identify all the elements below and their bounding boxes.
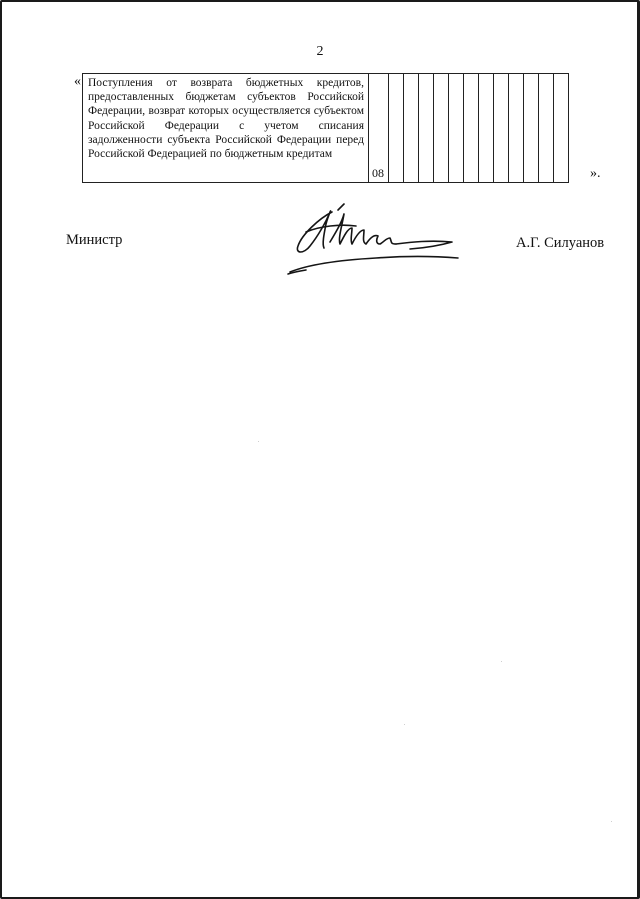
- scan-speck: [611, 821, 612, 822]
- empty-code-cell: [494, 74, 509, 183]
- empty-code-cell: [479, 74, 494, 183]
- empty-code-cell: [464, 74, 479, 183]
- empty-code-cell: [404, 74, 419, 183]
- empty-code-cell: [449, 74, 464, 183]
- page-number: 2: [316, 44, 324, 59]
- signatory-name: А.Г. Силуанов: [516, 235, 605, 251]
- income-description-cell: Поступления от возврата бюджетных кредитов, предоставленных бюджетам субъектов Российской Федерации, возврат которых осуществляется субъектом Российской Федерации с учетом списания задолженности субъекта Российской Федерации перед Российской Федерацией по бюджетным кредитам: [83, 74, 369, 183]
- empty-code-cell: [524, 74, 539, 183]
- signatory-position: Министр: [66, 232, 123, 248]
- handwritten-signature: [280, 198, 470, 278]
- empty-code-cell: [389, 74, 404, 183]
- empty-code-cell: [419, 74, 434, 183]
- empty-code-cell: [509, 74, 524, 183]
- empty-code-cell: [554, 74, 569, 183]
- scan-speck: [501, 661, 502, 662]
- code-cell: 08: [369, 74, 389, 183]
- opening-quote: «: [74, 74, 81, 89]
- closing-quote: ».: [590, 166, 601, 181]
- empty-code-cell: [434, 74, 449, 183]
- empty-code-cell: [539, 74, 554, 183]
- scan-speck: [404, 724, 405, 725]
- table-row: [83, 74, 569, 183]
- scan-speck: [258, 441, 259, 442]
- budget-classification-table: [82, 73, 569, 183]
